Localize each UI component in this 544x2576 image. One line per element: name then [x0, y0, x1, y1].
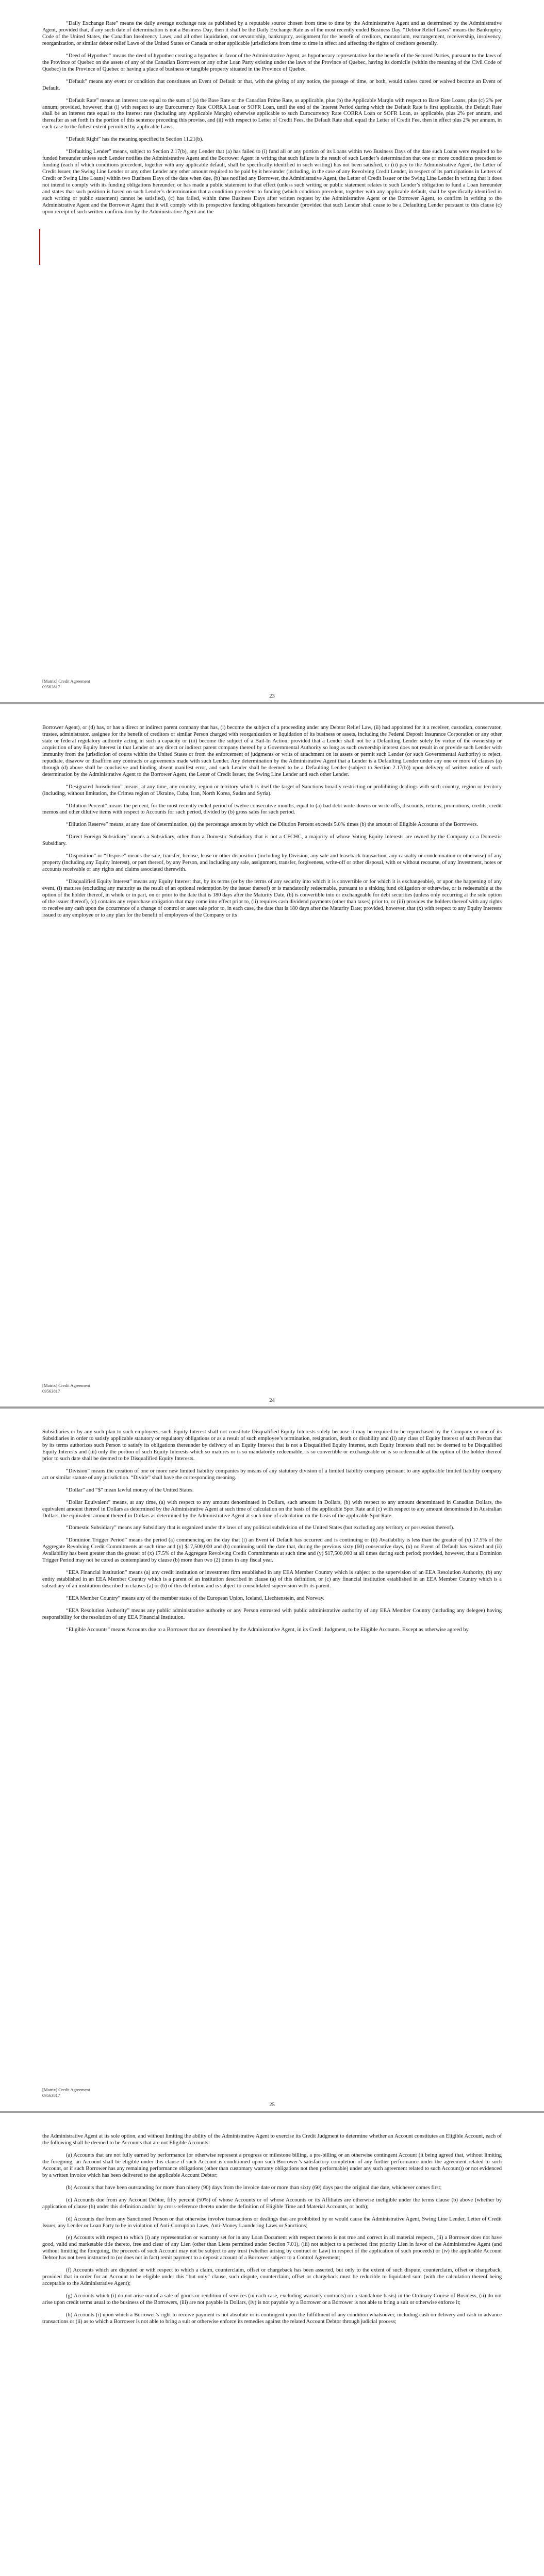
list-item: (b) Accounts that have been outstanding for more than ninety (90) days from the invoice date or more than sixty (60) days past the original due date, whichever comes first;	[66, 2184, 442, 2191]
page-footer	[42, 2087, 90, 2098]
page-footer	[42, 1383, 90, 1394]
revision-change-bar	[39, 229, 40, 265]
page-body	[42, 2133, 502, 2576]
definition-paragraph: Borrower Agent), or (d) has, or has a direct or indirect parent company that has, (i) become the subject of a proceeding under any Debtor Relief Law, (ii) had appointed for it a receiver, custodian, conservator, trustee, administrator, assignee for the benefit of creditors or similar Person charged with reorganization or liquidation of its business or assets, including the Federal Deposit Insurance Corporation or any other state or federal regulatory authority acting in such a capacity or (iii) become the subject of a Bail-In Action; provided that a Lender shall not be a Defaulting Lender solely by virtue of the ownership or acquisition of any Equity Interest in that Lender or any direct or indirect parent company thereof by a Governmental Authority so long as such ownership interest does not result in or provide such Lender with immunity from the jurisdiction of courts within the United States or from the enforcement of judgments or writs of attachment on its assets or permit such Lender (or such Governmental Authority) to reject, repudiate, disavow or disaffirm any contracts or agreements made with such Lender. Any determination by the Administrative Agent that a Lender is a Defaulting Lender under any one or more of clauses (a) through (d) above shall be conclusive and binding absent manifest error, and such Lender shall be deemed to be a Defaulting Lender (subject to Section 2.17(b)) upon delivery of written notice of such determination by the Administrative Agent to the Borrower Agent, the Letter of Credit Issuer, the Swing Line Lender and each other Lender.	[42, 725, 502, 777]
page-body	[42, 21, 502, 665]
document-page-24	[0, 704, 544, 1408]
definition-paragraph: Subsidiaries or by any such plan to such employees, such Equity Interest shall not constitute Disqualified Equity Interests solely because it may be required to be repurchased by the Company or one of its Subsidiaries in order to satisfy applicable statutory or regulatory obligations or as a result of such employee’s termination, resignation, death or disability and (ii) any class of Equity Interest of such Person that by its terms authorizes such Person to satisfy its obligations thereunder by delivery of an Equity Interest that is not a Disqualified Equity Interest, such Equity Interests shall not be deemed to be Disqualified Equity Interests and (iii) only the portion of such Equity Interests which so matures or is so mandatorily redeemable, is so convertible or exchangeable or is so redeemable at the option of the holder thereof prior to such date shall be deemed to be Disqualified Equity Interests.	[42, 1429, 502, 1462]
definition-paragraph: “Dollar Equivalent” means, at any time, (a) with respect to any amount denominated in Dollars, such amount in Dollars, (b) with respect to any amount denominated in Canadian Dollars, the equivalent amount thereof in Dollars as determined by the Administrative Agent at such time of calculation on the basis of the applicable Spot Rate and (c) with respect to any amount denominated in Australian Dollars, the equivalent amount thereof in Dollars as determined by the Administrative Agent at such time of calculation on the basis of the applicable Spot Rate.	[42, 1499, 502, 1519]
document-page-25	[0, 1409, 544, 2112]
footer-title: [Matrix] Credit Agreement	[42, 1383, 90, 1388]
footer-docid: 09563817	[42, 2093, 60, 2098]
definition-paragraph: “Default” means any event or condition that constitutes an Event of Default or that, with the giving of any notice, the passage of time, or both, would unless cured or waived become an Event of Default.	[42, 78, 502, 91]
page-body	[42, 725, 502, 1369]
page-body	[42, 1429, 502, 2074]
list-item: (e) Accounts with respect to which (i) any representation or warranty set for in any Loan Document with respect thereto is not true and correct in all material respects, (ii) a Borrower does not have good, valid and marketable title thereto, free and clear of any Lien (other than Liens permitted under Section 7.01), (iii) not subject to a perfected first priority Lien in favor of the Administrative Agent (and without limiting the foregoing, the proceeds of such Account may not be subject to any trust (whether arising by contract or Law) in respect of the application of such proceeds) or (iv) the applicable Account Debtor has not been instructed to (or does not in fact) remit payment to a deposit account of a Borrower subject to a Control Agreement;	[42, 2235, 502, 2261]
definition-paragraph: “EEA Member Country” means any of the member states of the European Union, Iceland, Liechtenstein, and Norway.	[66, 1596, 325, 1602]
footer-docid: 09563817	[42, 1388, 60, 1394]
definition-paragraph: “Disposition” or “Dispose” means the sale, transfer, license, lease or other disposition (including by Division, any sale and leaseback transaction, any casualty or condemnation or otherwise) of any property (including any Equity Interest), or part thereof, by any Person, and including any sale, assignment, transfer, forgiveness, write-off or other disposal, with or without recourse, of any Investment, notes or accounts receivable or any rights and claims associated therewith.	[42, 853, 502, 873]
page-number: 24	[269, 1398, 275, 1403]
document-page-26	[0, 2113, 544, 2576]
definition-paragraph: “Domestic Subsidiary” means any Subsidiary that is organized under the laws of any political subdivision of the United States (but excluding any territory or possession thereof).	[66, 1525, 454, 1531]
list-item: (h) Accounts (i) upon which a Borrower’s right to receive payment is not absolute or is contingent upon the fulfillment of any condition whatsoever, including cash on delivery and cash in advance transactions or (ii) as to which a Borrower is not able to bring a suit or otherwise enforce its remedies against the related Account Debtor through judicial process;	[42, 2312, 502, 2325]
definition-paragraph: “EEA Resolution Authority” means any public administrative authority or any Person entrusted with public administrative authority of any EEA Member Country (including any delegee) having responsibility for the resolution of any EEA Financial Institution.	[42, 1608, 502, 1621]
page-number: 25	[269, 2102, 275, 2108]
list-item: (g) Accounts which (i) do not arise out of a sale of goods or rendition of services (in each case, excluding warranty contracts) on a standalone basis) in the Ordinary Course of Business, (ii) do not arise upon credit terms usual to the business of the Borrowers, (iii) are not payable in Dollars, (iv) is not payable by a Borrower or a Borrower is not able to bring a suit or otherwise enforce it;	[42, 2293, 502, 2306]
definition-paragraph: “Designated Jurisdiction” means, at any time, any country, region or territory which is itself the target of Sanctions broadly restricting or prohibiting dealings with such country, region or territory (including, without limitation, the Crimea region of Ukraine, Cuba, Iran, North Korea, Sudan and Syria).	[42, 784, 502, 796]
list-item: (a) Accounts that are not fully earned by performance (or otherwise represent a progress or milestone billing, a pre-billing or an otherwise contingent Account (it being agreed that, without limiting the foregoing, an Account shall be eligible under this clause if such Account is conditioned upon such Borrower’s satisfactory completion of any further performance under the agreement related to such Account, or if such Borrower has any remaining performance obligations (other than customary warranty obligations not then performable) under any such agreement related to such Account)) or not evidenced by a written invoice which has been delivered to the applicable Account Debtor;	[42, 2152, 502, 2178]
footer-title: [Matrix] Credit Agreement	[42, 2087, 90, 2092]
definition-paragraph: “Eligible Accounts” means Accounts due to a Borrower that are determined by the Administrative Agent, in its Credit Judgment, to be Eligible Accounts. Except as otherwise agreed by	[66, 1626, 469, 1633]
definition-paragraph: “Deed of Hypothec” means the deed of hypothec creating a hypothec in favor of the Administrative Agent, as hypothecary representative for the benefit of the Secured Parties, pursuant to the laws of the Province of Quebec on the assets of any of the Canadian Borrowers or any other Loan Party existing under the laws of the Province of Quebec, having its domicile (within the meaning of the Civil Code of Quebec) in the Province of Quebec or having a place of business or tangible property situated in the Province of Quebec.	[42, 53, 502, 72]
definition-paragraph: “Default Rate” means an interest rate equal to the sum of (a) the Base Rate or the Canadian Prime Rate, as applicable, plus (b) the Applicable Margin with respect to Base Rate Loans, plus (c) 2% per annum; provided, however, that (i) with respect to any Eurocurrency Rate CORRA Loan or SOFR Loan, until the end of the Interest Period during which the Default Rate is first applicable, the Default Rate shall be an interest rate equal to the interest rate (including any Applicable Margin) otherwise applicable to such Eurocurrency Rate CORRA Loan or SOFR Loan, as applicable, plus 2% per annum, and thereafter as set forth in the portion of this sentence preceding this proviso, and (ii) with respect to Letter of Credit Fees, the Default Rate shall equal the Letter of Credit Fee, then in effect plus 2% per annum, in each case to the fullest extent permitted by applicable Laws.	[42, 97, 502, 130]
definition-paragraph: “Defaulting Lender” means, subject to Section 2.17(b), any Lender that (a) has failed to (i) fund all or any portion of its Loans within two Business Days of the date such Loans were required to be funded hereunder unless such Lender notifies the Administrative Agent and the Borrower Agent in writing that such failure is the result of such Lender’s determination that one or more conditions precedent to funding (each of which conditions precedent, together with any applicable default, shall be specifically identified in such writing) has not been satisfied, or (ii) pay to the Administrative Agent, the Letter of Credit Issuer, the Swing Line Lender or any other Lender any other amount required to be paid by it hereunder (including, in the case of any Revolving Credit Lender, in respect of its participations in Letters of Credit or Swing Line Loans) within two Business Days of the date when due, (b) has notified any Borrower, the Administrative Agent, the Letter of Credit Issuer or the Swing Line Lender in writing that it does not intend to comply with its funding obligations hereunder, or has made a public statement to that effect (unless such writing or public statement relates to such Lender’s obligation to fund a Loan hereunder and states that such position is based on such Lender’s determination that a condition precedent to funding (which condition precedent, together with any applicable default, shall be specifically identified in such writing or public statement) cannot be satisfied), (c) has failed, within three Business Days after written request by the Administrative Agent or the Borrower Agent, to confirm in writing to the Administrative Agent and the Borrower Agent that it will comply with its prospective funding obligations hereunder (provided that such Lender shall cease to be a Defaulting Lender pursuant to this clause (c) upon receipt of such written confirmation by the Administrative Agent and the	[42, 149, 502, 215]
footer-title: [Matrix] Credit Agreement	[42, 679, 90, 684]
definition-paragraph: “Daily Exchange Rate” means the daily average exchange rate as published by a reputable source chosen from time to time by the Administrative Agent and as determined by the Administrative Agent, provided that, if any such date of determination is not a Business Day, then it shall be the Daily Exchange Rate as of the most recently ended Business Day. “Debtor Relief Laws” means the Bankruptcy Code of the United States, the Canadian Insolvency Laws, and all other liquidation, conservatorship, bankruptcy, assignment for the benefit of creditors, moratorium, rearrangement, receivership, insolvency, reorganization, or similar debtor relief Laws of the United States or Canada or other applicable jurisdictions from time to time in effect and affecting the rights of creditors generally.	[42, 21, 502, 46]
definition-paragraph: “Default Right” has the meaning specified in Section 11.21(b).	[66, 137, 204, 143]
document-page-23	[0, 0, 544, 703]
list-item: (c) Accounts due from any Account Debtor, fifty percent (50%) of whose Accounts or of whose Accounts or its Affiliates are otherwise ineligible under the terms clause (b) above (whether by application of clause (b) under this definition and/or by cross-reference thereto under the definition of Eligible Time and Material Accounts, or both);	[42, 2197, 502, 2210]
definition-paragraph: “Disqualified Equity Interest” means any Equity Interest that, by its terms (or by the terms of any security into which it is convertible or for which it is exchangeable), or upon the happening of any event, (i) matures (excluding any maturity as the result of an optional redemption by the issuer thereof) or is mandatorily redeemable, pursuant to a sinking fund obligation or otherwise, or is redeemable at the option of the holder thereof, in whole or in part, on or prior to the date that is 180 days after the Maturity Date, (b) is convertible into or exchangeable for debt securities (unless only occurring at the sole option of the issuer thereof), (c) contains any repurchase obligation that may come into effect prior to, (ii) requires cash dividend payments (other than taxes) prior to, or (iii) provides the holders thereof with any rights to receive any cash upon the occurrence of a change of control or asset sale prior to, in each case, the date that is 180 days after the Maturity Date; provided, however, that (x) with respect to any Equity Interests issued to any employee or to any plan for the benefit of employees of the Company or its	[42, 879, 502, 918]
page-number: 23	[269, 693, 275, 699]
list-item: (d) Accounts due from any Sanctioned Person or that otherwise involve transactions or dealings that are prohibited by or would cause the Administrative Agent, Swing Line Lender, Letter of Credit Issuer, any Lender or Loan Party to be in violation of Anti-Corruption Laws, Anti-Money Laundering Laws or Sanctions;	[42, 2216, 502, 2229]
definition-paragraph: “Direct Foreign Subsidiary” means a Subsidiary, other than a Domestic Subsidiary that is not a CFCHC, a majority of whose Voting Equity Interests are owned by the Company or a Domestic Subsidiary.	[42, 834, 502, 847]
definition-paragraph: “Dominion Trigger Period” means the period (a) commencing on the day that (i) an Event of Default has occurred and is continuing or (ii) Availability is less than the greater of (x) 17.5% of the Aggregate Revolving Credit Commitments at such time and (y) $17,500,000 and (b) continuing until the date that, during the previous sixty (60) consecutive days, (x) no Event of Default has existed and (ii) Availability has been greater than the greater of (x) 17.5% of the Aggregate Revolving Credit Commitments at such time and (y) $17,500,000 at all times during such period; provided, however, that a Dominion Trigger Period may not be cured as contemplated by clause (b) more than two (2) times in any fiscal year.	[42, 1537, 502, 1564]
definition-paragraph: “Dollar” and “$” mean lawful money of the United States.	[66, 1487, 194, 1493]
list-item: (f) Accounts which are disputed or with respect to which a claim, counterclaim, offset or chargeback has been asserted, but only to the extent of such dispute, counterclaim, offset or chargeback, provided that in order for an Account to be eligible under this “but only” clause, such dispute, counterclaim, offset or chargeback must be reducible to liquidated sum (with the calculation thereof being acceptable to the Administrative Agent);	[42, 2267, 502, 2287]
definition-paragraph: “EEA Financial Institution” means (a) any credit institution or investment firm established in any EEA Member Country which is subject to the supervision of an EEA Resolution Authority, (b) any entity established in an EEA Member Country which is a parent of an institution described in clause (a) of this definition, or (c) any financial institution established in an EEA Member Country which is a subsidiary of an institution described in clauses (a) or (b) of this definition and is subject to consolidated supervision with its parent.	[42, 1570, 502, 1589]
definition-paragraph: “Dilution Reserve” means, at any date of determination, (a) the percentage amount by which the Dilution Percent exceeds 5.0% times (b) the amount of Eligible Accounts of the Borrowers.	[66, 822, 478, 828]
footer-docid: 09563817	[42, 684, 60, 689]
page-footer	[42, 679, 90, 690]
definition-paragraph: “Division” means the creation of one or more new limited liability companies by means of any statutory division of a limited liability company pursuant to any applicable limited liability company act or similar statute of any jurisdiction. “Divide” shall have the corresponding meaning.	[42, 1468, 502, 1481]
definition-paragraph: “Dilution Percent” means the percent, for the most recently ended period of twelve consecutive months, equal to (a) bad debt write-downs or write-offs, discounts, returns, promotions, credits, credit memos and other dilutive items with respect to Accounts for such period, divided by (b) gross sales for such period.	[42, 803, 502, 816]
definition-paragraph: the Administrative Agent at its sole option, and without limiting the ability of the Administrative Agent to exercise its Credit Judgment to determine whether an Account constitutes an Eligible Account, each of the following shall be deemed to be Accounts that are not Eligible Accounts:	[42, 2133, 502, 2146]
